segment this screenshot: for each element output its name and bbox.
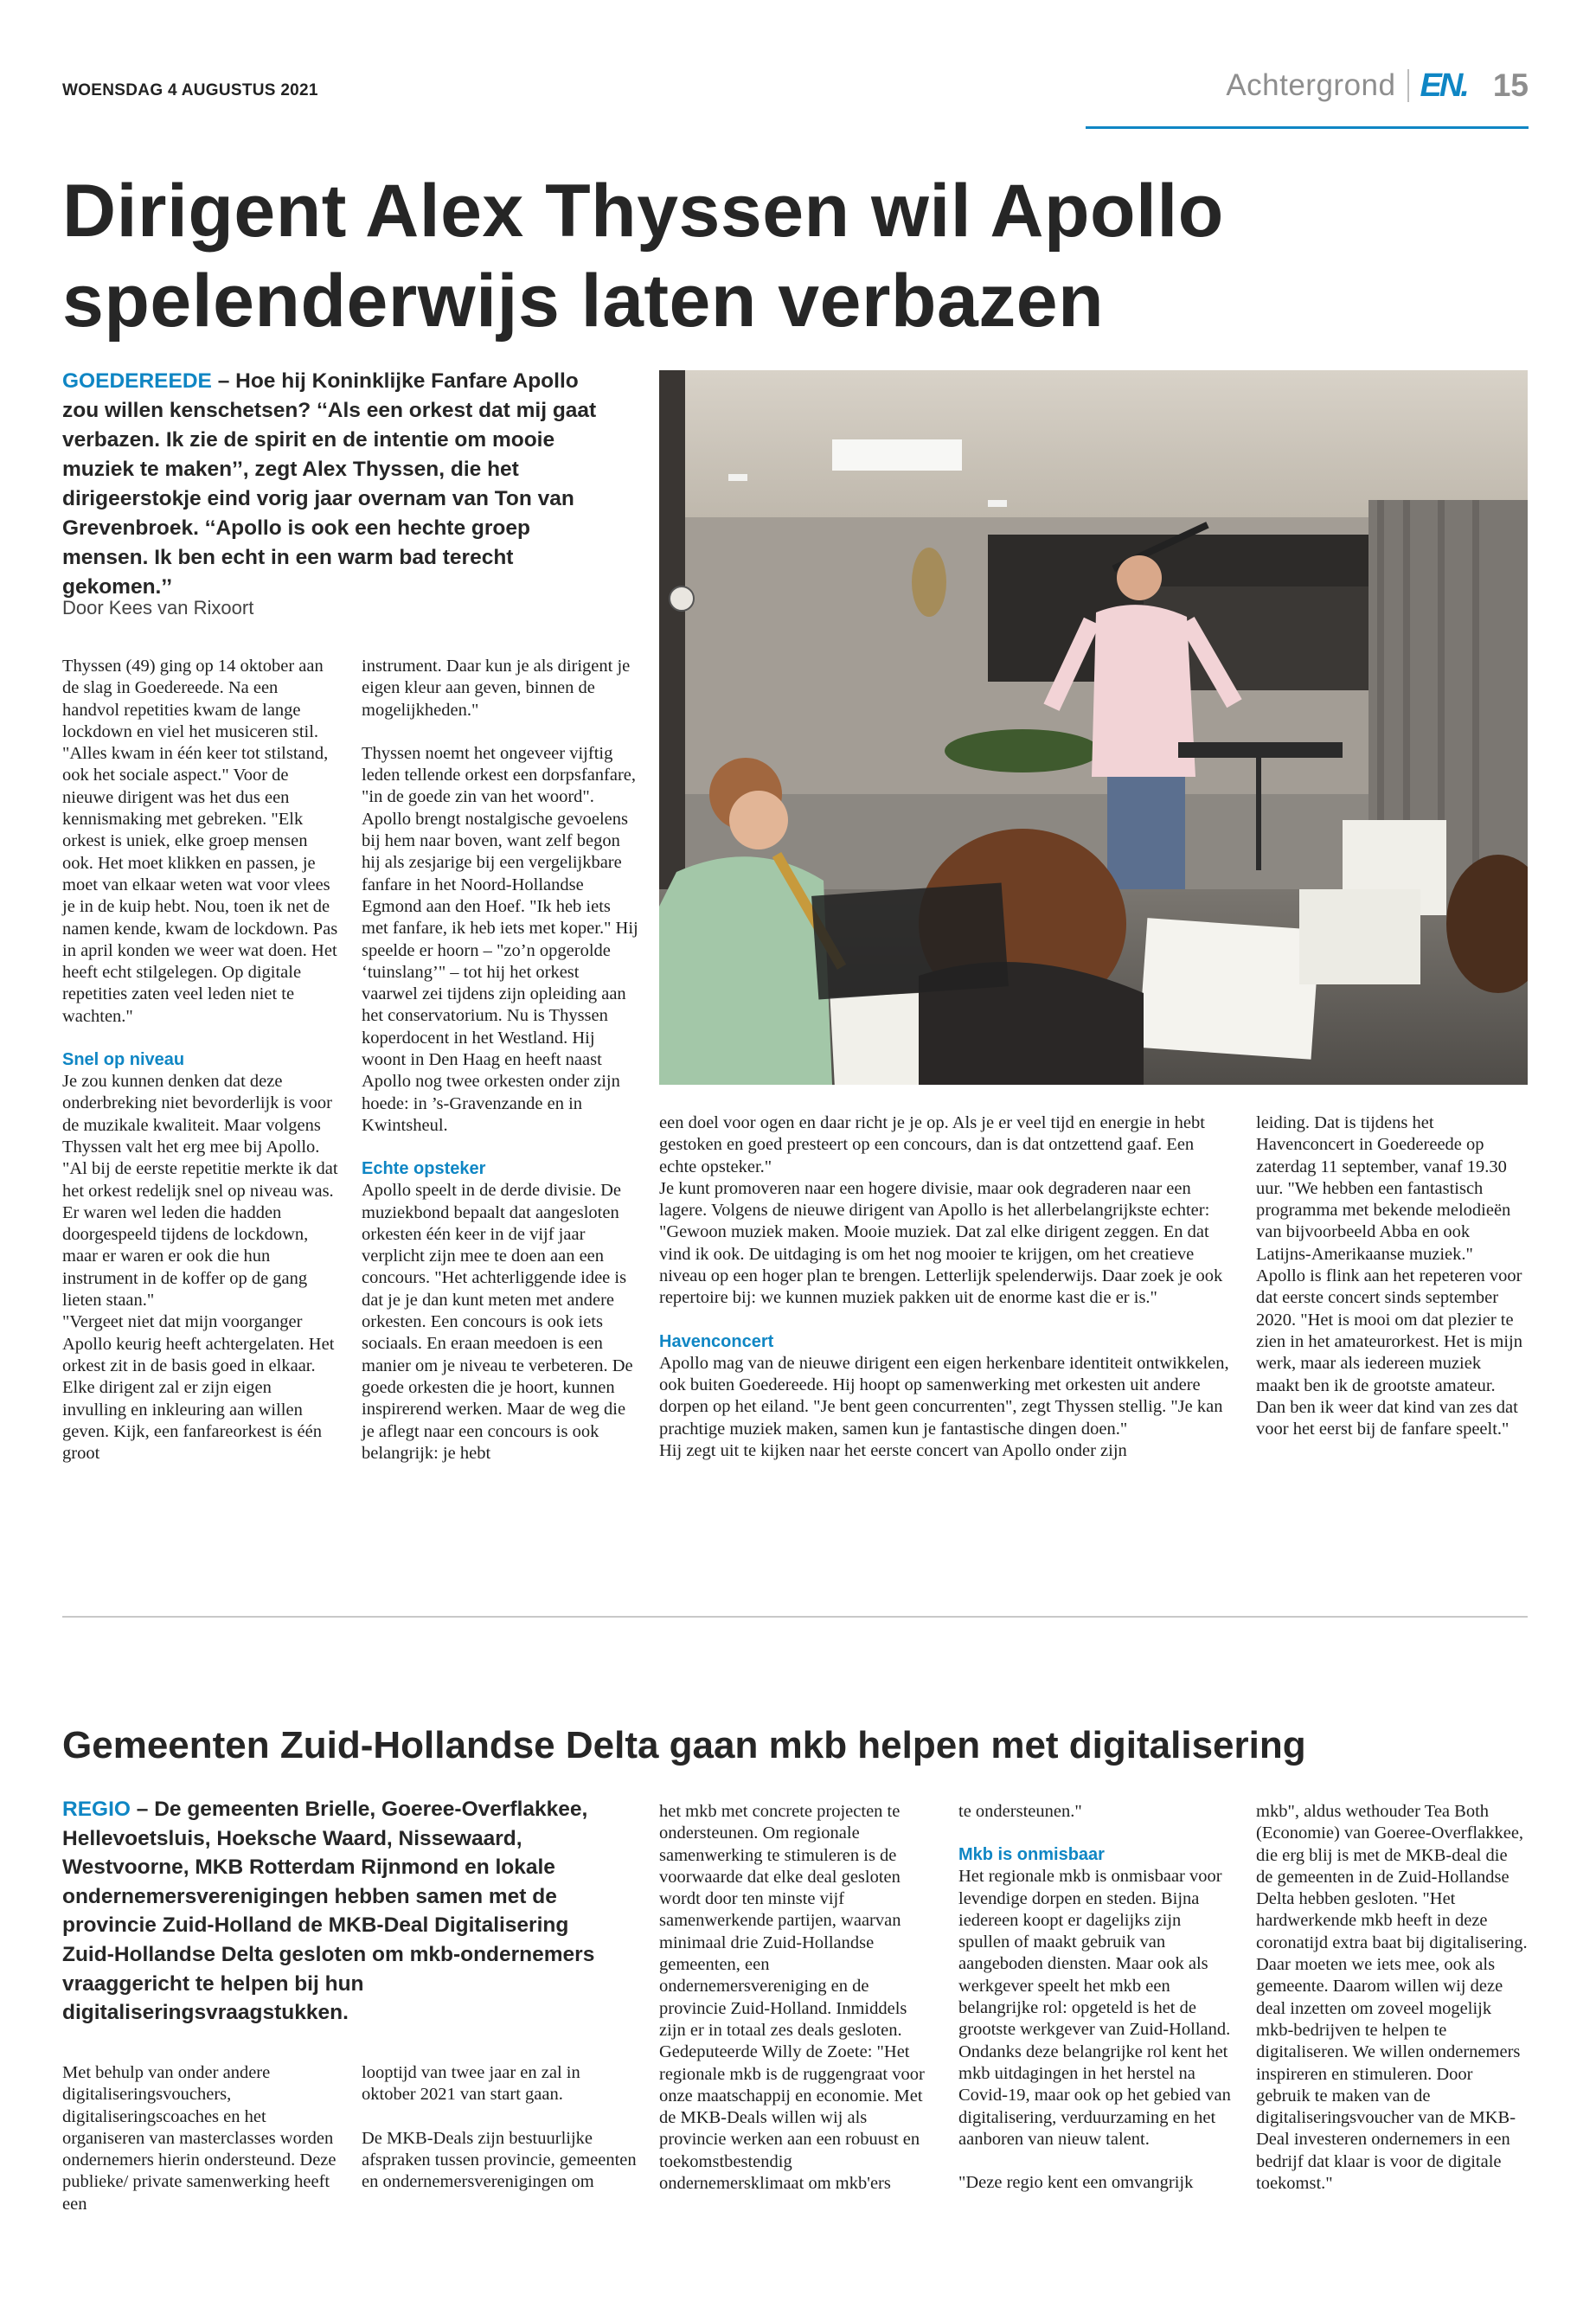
paragraph: te ondersteunen." xyxy=(958,1802,1082,1821)
article-divider xyxy=(62,1616,1528,1618)
paragraph: Je kunt promoveren naar een hogere divisie, maar ook degraderen naar een lagere. Volgens de nieuwe dirigent van Apollo is het allerbelangrijkste echter: "Gewoon muziek maken. Mooie muziek. Dat zal elke dirigent zeggen. En dat vind ik ook. De uitdaging is om het nog mooier te krijgen, om het creatieve niveau op een hoger plan te brengen. Letterlijk spelenderwijs. Daar zoek je ook repertoire bij: we kunnen muziek pakken uit de enorme kast die er is." xyxy=(659,1178,1223,1308)
headline-line-1: Dirigent Alex Thyssen wil Apollo xyxy=(62,170,1224,253)
paragraph: Je zou kunnen denken dat deze onderbreking niet bevorderlijk is voor de muzikale kwaliteit. Maar volgens Thyssen valt het erg mee bij Apollo. "Al bij de eerste repetitie merkte ik dat het orkest redelijk snel op niveau was. Er waren wel leden die hadden doorgespeeld tijdens de lockdown, maar er waren er ook die hun instrument in de koffer op de gang lieten staan." xyxy=(62,1072,338,1311)
paragraph: looptijd van twee jaar en zal in oktober 2021 van start gaan. xyxy=(362,2063,580,2105)
subheading: Echte opsteker xyxy=(362,1159,486,1179)
article-column-3 xyxy=(659,1112,1230,1462)
paragraph: "Deze regio kent een omvangrijk xyxy=(958,2173,1194,2193)
article-headline xyxy=(62,166,1446,346)
section-name: Achtergrond xyxy=(1226,68,1396,102)
paragraph: De MKB-Deals zijn bestuurlijke afspraken tussen provincie, gemeenten en ondernemersverenigingen om xyxy=(362,2128,637,2192)
edition-date: WOENSDAG 4 AUGUSTUS 2021 xyxy=(62,81,318,99)
dateline-kicker: REGIO xyxy=(62,1798,131,1821)
paragraph: Apollo mag van de nieuwe dirigent een eigen herkenbare identiteit ontwikkelen, ook buiten Goedereede. Hij hoopt op samenwerking met orkesten uit andere dorpen op het eiland. "Je bent geen concurrenten", zegt Thyssen stellig. "Je kan prachtige muziek maken, samen kun je fantastische dingen doen." xyxy=(659,1353,1229,1439)
article-2-column-1 xyxy=(62,2062,339,2215)
article-2-headline: Gemeenten Zuid-Hollandse Delta gaan mkb helpen met digitalisering xyxy=(62,1724,1306,1766)
paragraph: "Vergeet niet dat mijn voorganger Apollo keurig heeft achtergelaten. Het orkest zit in de basis goed in elkaar. Elke dirigent zal er zijn eigen invulling en inkleuring aan willen geven. Kijk, een fanfareorkest is één groot xyxy=(62,1312,335,1464)
article-column-4 xyxy=(1256,1112,1528,1440)
rehearsal-photo-illustration xyxy=(659,370,1528,1085)
paragraph: leiding. Dat is tijdens het Havenconcert in Goedereede op zaterdag 11 september, vanaf 19.30 uur. "We hebben een fantastisch programma met bekende melodieën van bijvoorbeeld Abba en ook Latijns-Amerikaanse muziek." xyxy=(1256,1113,1511,1264)
article-photo xyxy=(659,370,1528,1085)
newspaper-logo: EN. xyxy=(1420,67,1467,104)
byline: Door Kees van Rixoort xyxy=(62,597,254,619)
subheading: Mkb is onmisbaar xyxy=(958,1845,1105,1865)
article-column-1 xyxy=(62,656,339,1465)
subheading: Snel op niveau xyxy=(62,1050,185,1070)
paragraph: instrument. Daar kun je als dirigent je eigen kleur aan geven, binnen de mogelijkheden." xyxy=(362,657,631,720)
paragraph: een doel voor ogen en daar richt je je op. Als je er veel tijd en energie in hebt gestoken en goed presteert op een concours, dan is dat ontzettend gaaf. Een echte opsteker." xyxy=(659,1113,1205,1176)
dateline-kicker: GOEDEREEDE xyxy=(62,369,212,393)
page-header xyxy=(1226,66,1529,106)
article-2-column-2 xyxy=(362,2062,638,2193)
article-2-column-3 xyxy=(659,1801,936,2195)
paragraph: het mkb met concrete projecten te ondersteunen. Om regionale samenwerking te stimuleren is de voorwaarde dat elke deal gesloten wordt door ten minste vijf samenwerkende partijen, waarvan minimaal drie Zuid-Hollandse gemeenten, een ondernemersvereniging en de provincie Zuid-Holland. Inmiddels zijn er in totaal zes deals gesloten. Gedeputeerde Willy de Zoete: "Het regionale mkb is de ruggengraat voor onze maatschappij en economie. Met de MKB-Deals willen wij als provincie werken aan een robuust en toekomstbestendig ondernemersklimaat om mkb'ers xyxy=(659,1802,925,2194)
paragraph: Thyssen (49) ging op 14 oktober aan de slag in Goedereede. Na een handvol repetities kwam de lange lockdown en viel het musiceren stil. "Alles kwam in één keer tot stilstand, ook het sociale aspect." Voor de nieuwe dirigent was het dus een kennismaking met gebreken. "Elk orkest is uniek, elke groep mensen ook. Het moet klikken en passen, je moet van elkaar weten wat voor vlees je in de kuip hebt. Nou, toen ik net de namen kende, kwam de lockdown. Pas in april konden we weer wat doen. Het heeft echt stilgelegen. Op digitale repetities zaten veel leden niet te wachten." xyxy=(62,657,338,1026)
paragraph: Thyssen noemt het ongeveer vijftig leden tellende orkest een dorpsfanfare, "in de goede zin van het woord". Apollo brengt nostalgische gevoelens bij hem naar boven, want zelf begon hij als zesjarige bij een vergelijkbare fanfare in het Noord-Hollandse Egmond aan den Hoef. "Ik heb iets met fanfare, ik heb iets met koper." Hij speelde er hoorn – "zo’n opgerolde ‘tuinslang’" – tot hij het orkest vaarwel zei tijdens zijn opleiding aan het conservatorium. Nu is Thyssen koperdocent in het Westland. Hij woont in Den Haag en heeft naast Apollo nog twee orkesten onder zijn hoede: in ’s-Gravenzande en in Kwintsheul. xyxy=(362,743,638,1135)
paragraph: Hij zegt uit te kijken naar het eerste concert van Apollo onder zijn xyxy=(659,1440,1127,1460)
paragraph: mkb", aldus wethouder Tea Both (Economie) van Goeree-Overflakkee, die erg blij is met de MKB-deal die de gemeenten in de Zuid-Hollandse Delta hebben gesloten. "Het hardwerkende mkb heeft in deze coronatijd extra baat bij digitalisering. Daar moeten we iets mee, ook als gemeente. Daarom willen wij deze deal inzetten om zoveel mogelijk mkb-bedrijven te helpen te digitaliseren. We willen ondernemers inspireren en stimuleren. Door gebruik te maken van de digitaliseringsvoucher van de MKB-Deal investeren ondernemers in een bedrijf dat klaar is voor de digitale toekomst." xyxy=(1256,1802,1528,2194)
lead-text: – De gemeenten Brielle, Goeree-Overflakkee, Hellevoetsluis, Hoeksche Waard, Nissewaard, Westvoorne, MKB Rotterdam Rijnmond en lokale ondernemersverenigingen hebben samen met de provincie Zuid-Holland de MKB-Deal Digitalisering Zuid-Hollandse Delta gesloten om mkb-ondernemers vraaggericht te helpen bij hun digitaliseringsvraagstukken. xyxy=(62,1798,595,2025)
headline-line-2: spelenderwijs laten verbazen xyxy=(62,260,1105,343)
paragraph: Apollo is flink aan het repeteren voor dat eerste concert sinds september 2020. "Het is mooi om dat plezier te zien in het amateurorkest. Het is mijn werk, maar als iedereen muziek maakt ben ik de grootste amateur. Dan ben ik weer dat kind van zes dat voor het eerst bij de fanfare speelt." xyxy=(1256,1266,1522,1439)
article-lead xyxy=(62,367,616,602)
header-rule xyxy=(1086,126,1529,129)
header-separator xyxy=(1407,69,1409,102)
page-number: 15 xyxy=(1492,67,1529,103)
article-2-column-4 xyxy=(958,1801,1235,2194)
article-2-lead xyxy=(62,1795,625,2028)
lead-text: – Hoe hij Koninklijke Fanfare Apollo zou willen kenschetsen? ‘‘Als een orkest dat mij gaat verbazen. Ik zie de spirit en de intentie om mooie muziek te maken’’, zegt Alex Thyssen, die het dirigeerstokje eind vorig jaar overnam van Ton van Grevenbroek. ‘‘Apollo is ook een hechte groep mensen. Ik ben echt in een warm bad terecht gekomen.’’ xyxy=(62,369,597,599)
article-column-2 xyxy=(362,656,638,1465)
paragraph: Met behulp van onder andere digitaliseringsvouchers, digitaliseringscoaches en het organiseren van masterclasses worden ondernemers hierin ondersteund. Deze publieke/ private samenwerking heeft een xyxy=(62,2063,337,2214)
paragraph: Het regionale mkb is onmisbaar voor levendige dorpen en steden. Bijna iedereen koopt er dagelijks zijn spullen of maakt gebruik van aangeboden diensten. Maar ook als werkgever speelt het mkb een belangrijke rol: opgeteld is het de grootste werkgever van Zuid-Holland. Ondanks deze belangrijke rol kent het mkb uitdagingen in het herstel na Covid-19, maar ook op het gebied van digitalisering, verduurzaming en het aanboren van nieuw talent. xyxy=(958,1867,1231,2149)
article-2-column-5 xyxy=(1256,1801,1528,2195)
paragraph: Apollo speelt in de derde divisie. De muziekbond bepaalt dat aangesloten orkesten één keer in de vijf jaar verplicht zijn mee te doen aan een concours. "Het achterliggende idee is dat je je dan kunt meten met andere orkesten. Een concours is ook iets sociaals. En eraan meedoen is een manier om je niveau te verbeteren. De goede orkesten die je hoort, kunnen inspirerend werken. Maar de weg die je aflegt naar een concours is ook belangrijk: je hebt xyxy=(362,1181,633,1463)
subheading: Havenconcert xyxy=(659,1331,774,1351)
